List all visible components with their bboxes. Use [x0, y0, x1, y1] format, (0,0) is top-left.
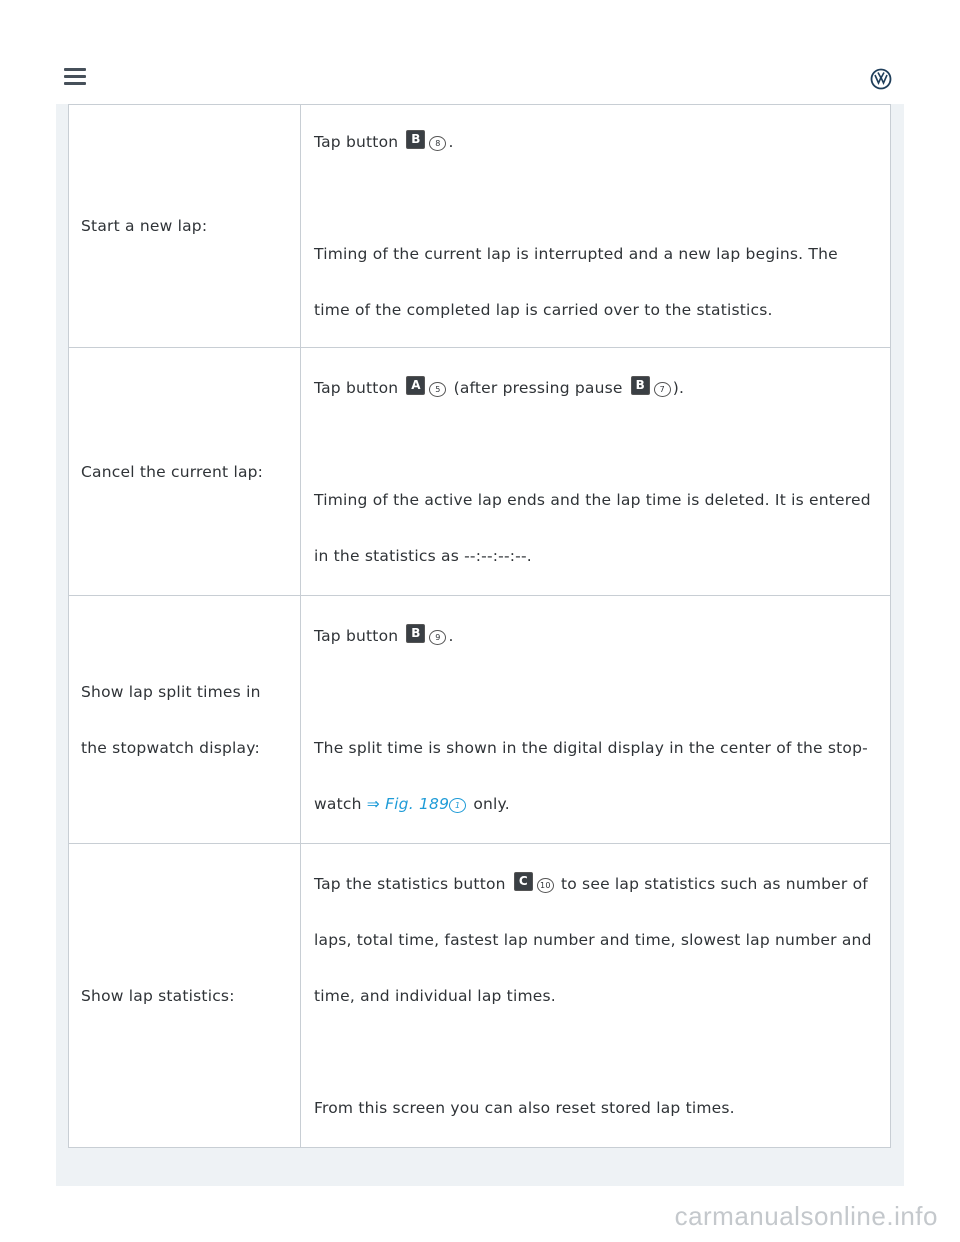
result-line: Timing of the current lap is interrupted and a new lap begins. The — [314, 245, 838, 263]
table-row — [69, 596, 891, 844]
step-prefix: Tap button — [314, 378, 399, 397]
lap-functions-table — [68, 104, 891, 1148]
row-label-text: Show lap split times in — [81, 682, 261, 701]
header — [56, 52, 904, 105]
row-description — [301, 596, 891, 844]
vw-logo-icon[interactable] — [870, 68, 892, 90]
result-line: From this screen you can also reset stored lap times. — [314, 1098, 735, 1117]
result-line: The split time is shown in the digital display in the center of the stop- — [314, 738, 868, 757]
b-button-icon: B — [406, 130, 425, 149]
result-prefix: watch — [314, 794, 362, 813]
callout-number: 7 — [654, 382, 671, 397]
table-row — [69, 105, 891, 348]
b-button-icon: B — [631, 376, 650, 395]
step-line: laps, total time, fastest lap number and time, slowest lap number and — [314, 930, 872, 949]
result-line — [314, 776, 877, 832]
b-button-icon: B — [406, 624, 425, 643]
callout-number: 5 — [429, 382, 446, 397]
callout-number: 9 — [429, 630, 446, 645]
row-label — [69, 105, 301, 348]
step-suffix: to see lap statistics such as number of — [560, 874, 868, 893]
step-suffix: . — [448, 626, 454, 645]
callout-number: 8 — [429, 136, 446, 151]
step-suffix: ). — [672, 378, 685, 397]
row-label — [69, 596, 301, 844]
c-button-icon: C — [514, 872, 533, 891]
result-line: in the statistics as --:--:--:--. — [314, 546, 532, 565]
step-prefix: Tap button — [314, 133, 399, 151]
step-prefix: Tap button — [314, 626, 399, 645]
callout-number: 1 — [449, 798, 466, 813]
result-line: Timing of the active lap ends and the lap time is deleted. It is entered — [314, 490, 871, 509]
result-line: time of the completed lap is carried over to the statistics. — [314, 301, 773, 319]
step-text — [314, 360, 877, 416]
callout-number: 10 — [537, 878, 554, 893]
result-suffix: only. — [473, 794, 510, 813]
figure-link[interactable]: ⇒ Fig. 189 1 — [367, 795, 468, 813]
step-suffix: . — [448, 133, 454, 151]
hamburger-menu-icon[interactable] — [64, 68, 86, 86]
row-label — [69, 844, 301, 1148]
watermark: carmanualsonline.info — [674, 1201, 938, 1231]
row-description — [301, 105, 891, 348]
step-text — [314, 114, 877, 170]
step-line: time, and individual lap times. — [314, 986, 556, 1005]
a-button-icon: A — [406, 376, 425, 395]
row-label-text: Cancel the current lap: — [81, 462, 264, 481]
row-label-text: Start a new lap: — [81, 217, 208, 235]
table-row — [69, 348, 891, 596]
row-label — [69, 348, 301, 596]
row-description — [301, 844, 891, 1148]
row-label-text: the stopwatch display: — [81, 738, 260, 757]
step-text — [314, 856, 877, 912]
table-row — [69, 844, 891, 1148]
step-prefix: Tap the statistics button — [314, 874, 506, 893]
row-description — [301, 348, 891, 596]
step-middle: (after pressing pause — [453, 378, 623, 397]
row-label-text: Show lap statistics: — [81, 986, 235, 1005]
step-text — [314, 608, 877, 664]
